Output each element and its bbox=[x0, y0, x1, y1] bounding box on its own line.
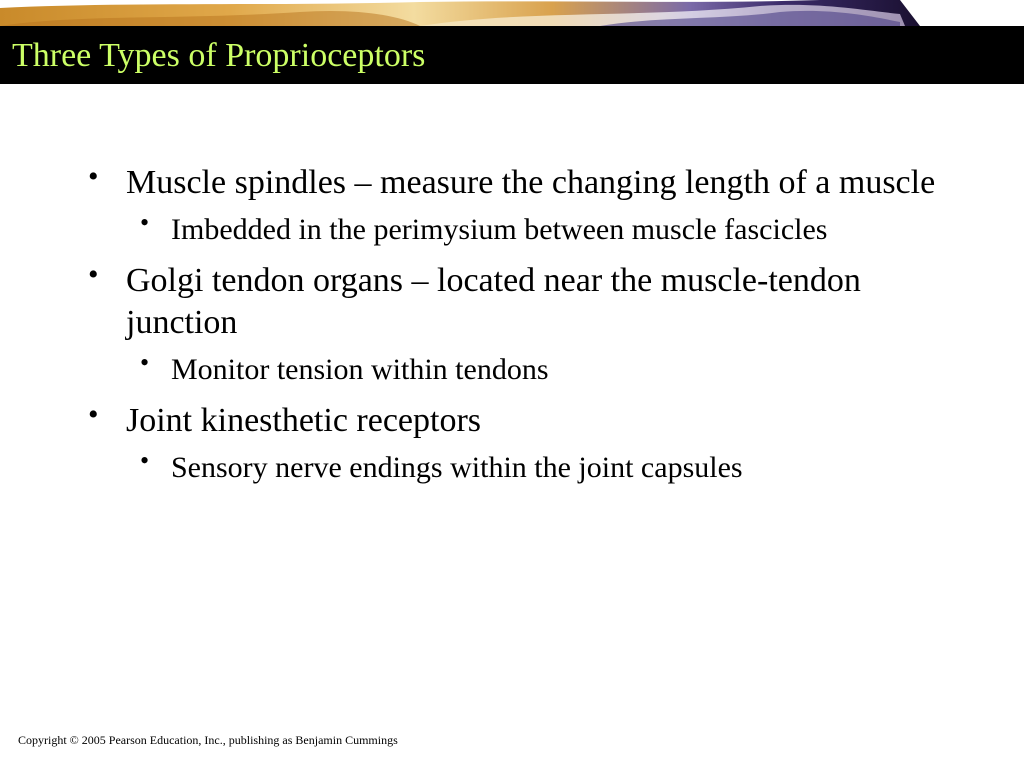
bullet-text: Joint kinesthetic receptors bbox=[126, 402, 482, 439]
bullet-icon: • bbox=[88, 258, 99, 291]
bullet-item bbox=[86, 260, 946, 344]
bullet-icon: • bbox=[140, 348, 150, 377]
bullet-icon: • bbox=[140, 208, 150, 237]
sub-bullet-text: Imbedded in the perimysium between muscle fascicles bbox=[171, 213, 828, 246]
sub-bullet-item bbox=[86, 350, 946, 390]
sub-bullet-item bbox=[86, 210, 946, 250]
bullet-text: Muscle spindles – measure the changing length of a muscle bbox=[126, 164, 936, 201]
sub-bullet-item bbox=[86, 448, 946, 488]
copyright-footer: Copyright © 2005 Pearson Education, Inc., publishing as Benjamin Cummings bbox=[18, 733, 398, 747]
banner-image bbox=[0, 0, 1024, 26]
bullet-icon: • bbox=[88, 398, 99, 431]
bullet-group bbox=[86, 162, 946, 250]
bullet-list bbox=[86, 162, 946, 498]
bullet-item bbox=[86, 400, 946, 442]
bullet-group bbox=[86, 260, 946, 390]
bullet-group bbox=[86, 400, 946, 488]
bullet-icon: • bbox=[140, 446, 150, 475]
sub-bullet-text: Sensory nerve endings within the joint capsules bbox=[171, 451, 743, 484]
bullet-text: Golgi tendon organs – located near the muscle-tendon junction bbox=[126, 262, 861, 341]
slide-title: Three Types of Proprioceptors bbox=[12, 37, 426, 74]
sub-bullet-text: Monitor tension within tendons bbox=[171, 353, 549, 386]
bullet-item bbox=[86, 162, 946, 204]
bullet-icon: • bbox=[88, 160, 99, 193]
